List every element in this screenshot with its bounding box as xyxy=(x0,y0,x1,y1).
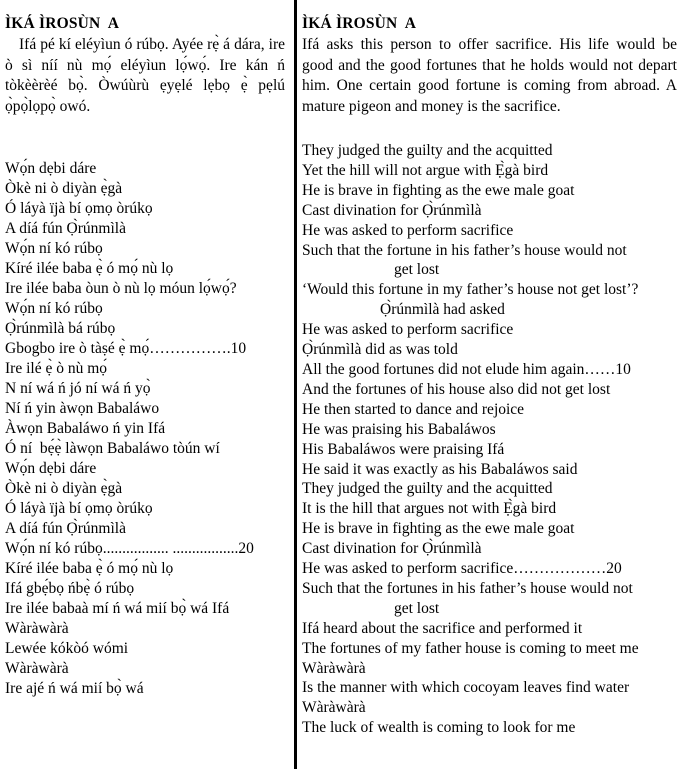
yoruba-verse-line: Àwọn Babaláwo ń yin Ifá xyxy=(5,420,166,437)
yoruba-verse-line: Wọ́n dẹbi dáre xyxy=(5,460,97,477)
english-verse-line: Wàràwàrà xyxy=(302,699,366,717)
english-verse-line: He was asked to perform sacrifice xyxy=(302,221,514,239)
yoruba-verse-line: Wàràwàrà xyxy=(5,660,69,677)
english-verse-line: He is brave in fighting as the ewe male goat xyxy=(302,181,575,199)
english-verse-line: He was praising his Babaláwos xyxy=(302,420,496,438)
english-verse-line: They judged the guilty and the acquitted xyxy=(302,142,553,159)
english-section-spacer xyxy=(302,117,677,141)
english-verse-line: All the good fortunes did not elude him again……10 xyxy=(302,360,631,378)
yoruba-verse-line: A díá fún Ọ̀rúnmìlà xyxy=(5,220,126,237)
english-verse-line: Such that the fortunes in his father’s house would not xyxy=(302,579,633,597)
yoruba-verse-list xyxy=(5,159,285,699)
english-verse-line: Ọ̀rúnmìlà had asked xyxy=(380,301,505,319)
yoruba-verse-line: Ó ní bẹ́ẹ̀ làwọn Babaláwo tòún wí xyxy=(5,440,220,457)
yoruba-section-spacer xyxy=(5,117,285,159)
yoruba-verse-line: Ire ilée baba òun ò nù lọ móun lọ́wọ́? xyxy=(5,280,237,297)
english-verse-line: Such that the fortune in his father’s house would not xyxy=(302,241,627,259)
english-verse-list xyxy=(302,141,677,738)
english-verse-line: They judged the guilty and the acquitted xyxy=(302,480,553,498)
english-verse-line: The luck of wealth is coming to look for me xyxy=(302,719,576,737)
yoruba-heading: ÌKÁ ÌROSÙN A xyxy=(5,15,120,32)
yoruba-verse-line: Ó láyà ïjà bí ọmọ òrúkọ xyxy=(5,200,153,217)
english-verse-line: He was asked to perform sacrifice………………20 xyxy=(302,560,622,578)
yoruba-verse-line: Wàràwàrà xyxy=(5,620,69,637)
english-verse-line: Cast divination for Ọ̀rúnmìlà xyxy=(302,201,482,219)
english-heading: ÌKÁ ÌROSÙN A xyxy=(302,15,417,32)
yoruba-verse-line: Òkè ni ò diyàn ẹ̀gà xyxy=(5,180,123,197)
english-column xyxy=(297,0,683,769)
english-verse-line: It is the hill that argues not with Ẹ̀gà bird xyxy=(302,500,557,518)
yoruba-verse-line: Ire ilée babaà mí ń wá mií bọ̀ wá Ifá xyxy=(5,600,230,617)
yoruba-verse-line: Lewée kókòó wómi xyxy=(5,640,129,657)
yoruba-verse-line: Òkè ni ò diyàn ẹ̀gà xyxy=(5,480,123,497)
yoruba-verse-line: Wọ́n ní kó rúbọ xyxy=(5,300,103,317)
yoruba-verse-line: N ní wá ń jó ní wá ń yọ̀ xyxy=(5,380,151,397)
yoruba-verse-line: Kíré ilée baba ẹ̀ ó mọ́ nù lọ xyxy=(5,260,174,277)
english-intro-paragraph: Ifá asks this person to offer sacrifice. His life would be good and the good fortunes that he holds would not depart him. One certain good fortune is coming from abroad. A mature pigeon and money is the sacrifice. xyxy=(302,36,677,115)
yoruba-verse-line: A díá fún Ọ̀rúnmìlà xyxy=(5,520,126,537)
english-verse-line: Wàràwàrà xyxy=(302,659,366,677)
yoruba-column xyxy=(0,0,294,769)
yoruba-verse-line: Ifá gbẹ́bọ ńbẹ̀ ó rúbọ xyxy=(5,580,135,597)
english-verse-line: get lost xyxy=(394,261,440,279)
english-verse-line: He is brave in fighting as the ewe male goat xyxy=(302,520,575,538)
yoruba-verse-line: Gbogbo ire ò tàṣé ẹ̀ mọ́…………….10 xyxy=(5,340,247,357)
english-verse-line: Ifá heard about the sacrifice and performed it xyxy=(302,619,583,637)
yoruba-verse-line: Ire ajé ń wá mií bọ̀ wá xyxy=(5,680,144,697)
english-verse-line: ‘Would this fortune in my father’s house not get lost’? xyxy=(302,281,639,299)
english-verse-line: His Babaláwos were praising Ifá xyxy=(302,440,505,458)
english-verse-line: The fortunes of my father house is coming to meet me xyxy=(302,639,639,657)
english-verse-line: Is the manner with which cocoyam leaves find water xyxy=(302,679,630,697)
yoruba-verse-line: Ọ̀rúnmìlà bá rúbọ xyxy=(5,320,116,337)
english-verse-line: He said it was exactly as his Babaláwos said xyxy=(302,460,578,478)
yoruba-verse-line: Wọ́n ní kó rúbọ................. .................20 xyxy=(5,540,254,557)
english-verse-line: He was asked to perform sacrifice xyxy=(302,321,514,339)
yoruba-verse-line: Wọ́n ní kó rúbọ xyxy=(5,240,103,257)
yoruba-verse-line: Wọ́n dẹbi dáre xyxy=(5,160,97,177)
yoruba-verse-line: Ó láyà ïjà bí ọmọ òrúkọ xyxy=(5,500,153,517)
english-verse-line: And the fortunes of his house also did not get lost xyxy=(302,380,611,398)
yoruba-verse-line: Ní ń yin àwọn Babaláwo xyxy=(5,400,160,417)
english-verse-line: get lost xyxy=(394,599,440,617)
yoruba-intro-paragraph: Ifá pé kí eléyìun ó rúbọ. Ayée rẹ̀ á dára, ire ò sì níí nù mọ́ eléyìun lọ́wọ́. Ire kán ń tòkèèrèé bọ̀. Òwúùrù ẹyẹlé lẹbọ ẹ̀ pẹlú ọ̀pọ̀lọpọ̀ owó. xyxy=(5,36,285,115)
yoruba-verse-line: Ire ilé ẹ̀ ò nù mọ́ xyxy=(5,360,108,377)
english-verse-line: Cast divination for Ọ̀rúnmìlà xyxy=(302,540,482,558)
yoruba-verse-line: Kíré ilée baba ẹ̀ ó mọ́ nù lọ xyxy=(5,560,174,577)
english-verse-line: Yet the hill will not argue with Ẹ̀gà bird xyxy=(302,161,549,179)
english-verse-line: Ọ̀rúnmìlà did as was told xyxy=(302,341,458,359)
english-verse-line: He then started to dance and rejoice xyxy=(302,400,525,418)
